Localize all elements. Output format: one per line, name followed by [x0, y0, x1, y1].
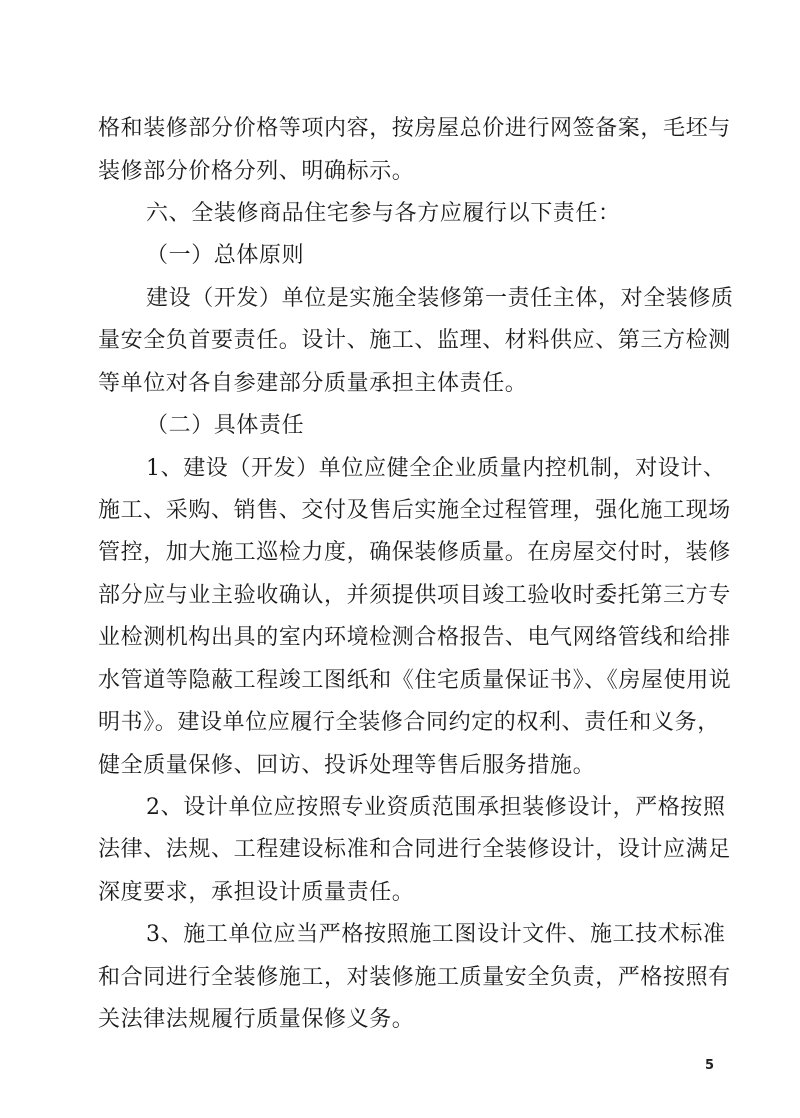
- text-line: 量安全负首要责任。设计、施工、监理、材料供应、第三方检测: [98, 328, 731, 353]
- page-number: 5: [704, 1058, 714, 1073]
- text-line: 明书》。建设单位应履行全装修合同约定的权利、责任和义务，: [98, 710, 720, 735]
- text-line: 水管道等隐蔽工程竣工图纸和《住宅质量保证书》、《房屋使用说: [98, 668, 732, 693]
- text-line: 建设（开发）单位是实施全装修第一责任主体，对全装修质: [146, 286, 734, 311]
- text-line: 2、设计单位应按照专业资质范围承担装修设计，严格按照: [146, 795, 726, 820]
- text-line: 和合同进行全装修施工，对装修施工质量安全负责，严格按照有: [98, 965, 731, 990]
- subsection-heading: （一）总体原则: [146, 243, 305, 268]
- text-line: 部分应与业主验收确认，并须提供项目竣工验收时委托第三方专: [98, 583, 731, 608]
- section-heading: 六、全装修商品住宅参与各方应履行以下责任：: [146, 201, 621, 226]
- text-line: 健全质量保修、回访、投诉处理等售后服务措施。: [98, 753, 596, 778]
- text-line: 管控，加大施工巡检力度，确保装修质量。在房屋交付时，装修: [98, 540, 731, 565]
- text-line: 3、施工单位应当严格按照施工图设计文件、施工技术标准: [146, 922, 726, 947]
- subsection-heading: （二）具体责任: [146, 413, 305, 438]
- text-line: 格和装修部分价格等项内容，按房屋总价进行网签备案，毛坯与: [98, 116, 731, 141]
- text-line: 装修部分价格分列、明确标示。: [98, 159, 415, 184]
- text-line: 深度要求，承担设计质量责任。: [98, 880, 415, 905]
- text-line: 关法律法规履行质量保修义务。: [98, 1007, 415, 1032]
- text-line: 施工、采购、销售、交付及售后实施全过程管理，强化施工现场: [98, 498, 731, 523]
- text-line: 业检测机构出具的室内环境检测合格报告、电气网络管线和给排: [98, 625, 731, 650]
- text-line: 等单位对各自参建部分质量承担主体责任。: [98, 371, 528, 396]
- text-line: 法律、法规、工程建设标准和合同进行全装修设计，设计应满足: [98, 837, 731, 862]
- text-line: 1、建设（开发）单位应健全企业质量内控机制，对设计、: [146, 456, 726, 481]
